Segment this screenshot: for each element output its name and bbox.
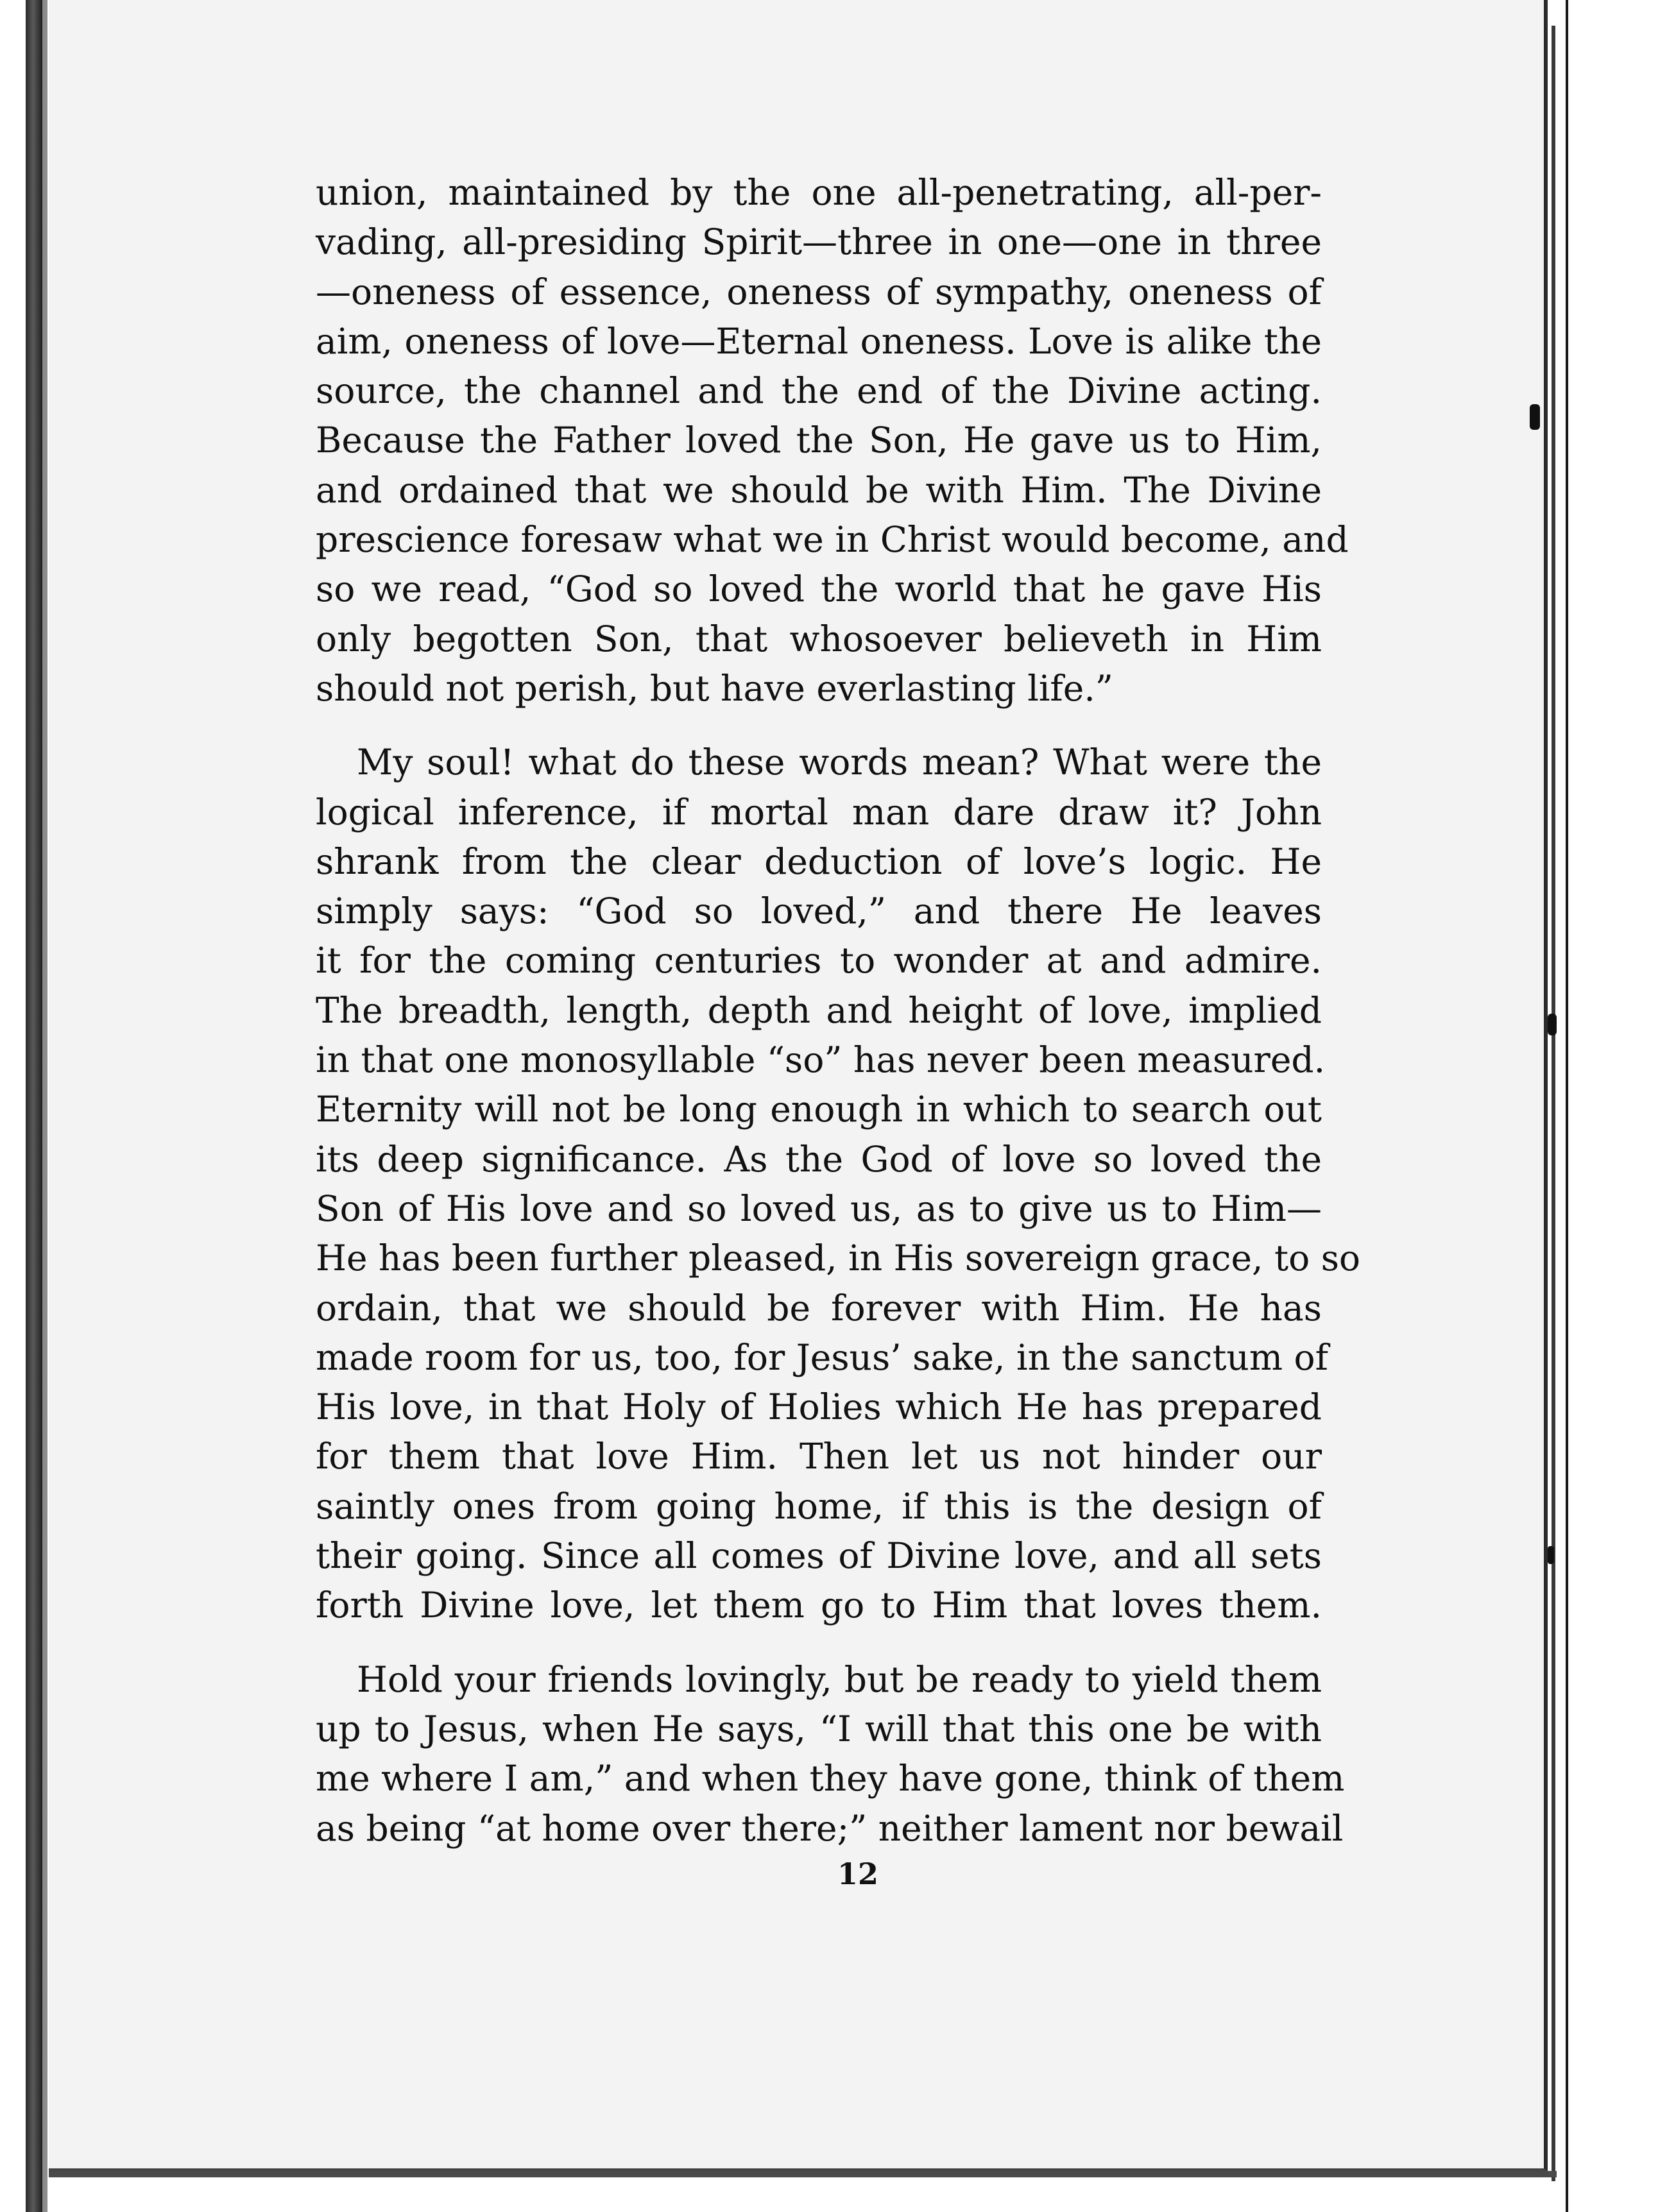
text-line: only begotten Son, that whosoever believeth in Him	[316, 618, 1322, 659]
text-line: made room for us, too, for Jesus’ sake, in the sanctum of	[316, 1336, 1328, 1378]
text-line: My soul! what do these words mean? What were the	[357, 742, 1322, 783]
text-line: its deep significance. As the God of love so loved the	[316, 1138, 1322, 1180]
scan-speck	[1530, 404, 1540, 430]
text-line: up to Jesus, when He says, “I will that this one be with	[316, 1708, 1322, 1749]
scan-speck	[1548, 1546, 1554, 1564]
text-line: He has been further pleased, in His sovereign grace, to so	[316, 1238, 1361, 1279]
text-line: Because the Father loved the Son, He gave us to Him,	[316, 420, 1322, 461]
text-line: should not perish, but have everlasting life.”	[316, 667, 1113, 709]
text-line: shrank from the clear deduction of love’s logic. He	[316, 840, 1322, 882]
text-line: prescience foresaw what we in Christ would become, and	[316, 519, 1349, 561]
text-line: —oneness of essence, oneness of sympathy, oneness of	[316, 271, 1322, 312]
text-line: in that one monosyllable “so” has never been measured.	[316, 1039, 1326, 1081]
text-line: The breadth, length, depth and height of love, implied	[316, 989, 1322, 1031]
paragraph-gap	[316, 1631, 1322, 1655]
paragraph-1	[316, 168, 1349, 713]
text-line: logical inference, if mortal man dare draw it? John	[316, 791, 1322, 833]
text-line: Hold your friends lovingly, but be ready to yield them	[357, 1658, 1322, 1700]
page-number: 12	[837, 1857, 878, 1891]
paragraph-gap	[316, 713, 1322, 738]
text-line: for them that love Him. Then let us not hinder our	[316, 1436, 1322, 1477]
text-line: so we read, “God so loved the world that he gave His	[316, 568, 1322, 610]
page-bottom-edge	[49, 2171, 1557, 2177]
text-line: me where I am,” and when they have gone, think of them	[316, 1758, 1345, 1799]
text-line: union, maintained by the one all-penetrating, all-per-	[316, 172, 1322, 213]
text-line: ordain, that we should be forever with Him. He has	[316, 1287, 1322, 1329]
text-line: aim, oneness of love—Eternal oneness. Love is alike the	[316, 320, 1322, 362]
text-line: simply says: “God so loved,” and there He leaves	[316, 890, 1322, 932]
text-line: vading, all-presiding Spirit—three in one—one in three	[316, 221, 1322, 263]
text-line: Eternity will not be long enough in which to search out	[316, 1089, 1322, 1130]
text-line: saintly ones from going home, if this is the design of	[316, 1485, 1322, 1527]
text-line: it for the coming centuries to wonder at and admire.	[316, 940, 1322, 982]
scan-speck	[1548, 1014, 1557, 1035]
paragraph-3	[316, 1655, 1345, 1853]
text-line: as being “at home over there;” neither lament nor bewail	[316, 1807, 1344, 1849]
paragraph-2	[316, 738, 1361, 1630]
body-text	[316, 168, 1361, 1853]
text-line: His love, in that Holy of Holies which He has prepared	[316, 1386, 1322, 1428]
text-line: source, the channel and the end of the Divine acting.	[316, 370, 1322, 412]
text-line: Son of His love and so loved us, as to give us to Him—	[316, 1187, 1322, 1229]
text-line: their going. Since all comes of Divine love, and all sets	[316, 1535, 1322, 1577]
text-line: forth Divine love, let them go to Him that loves them.	[316, 1585, 1322, 1626]
text-line: and ordained that we should be with Him. The Divine	[316, 469, 1322, 511]
